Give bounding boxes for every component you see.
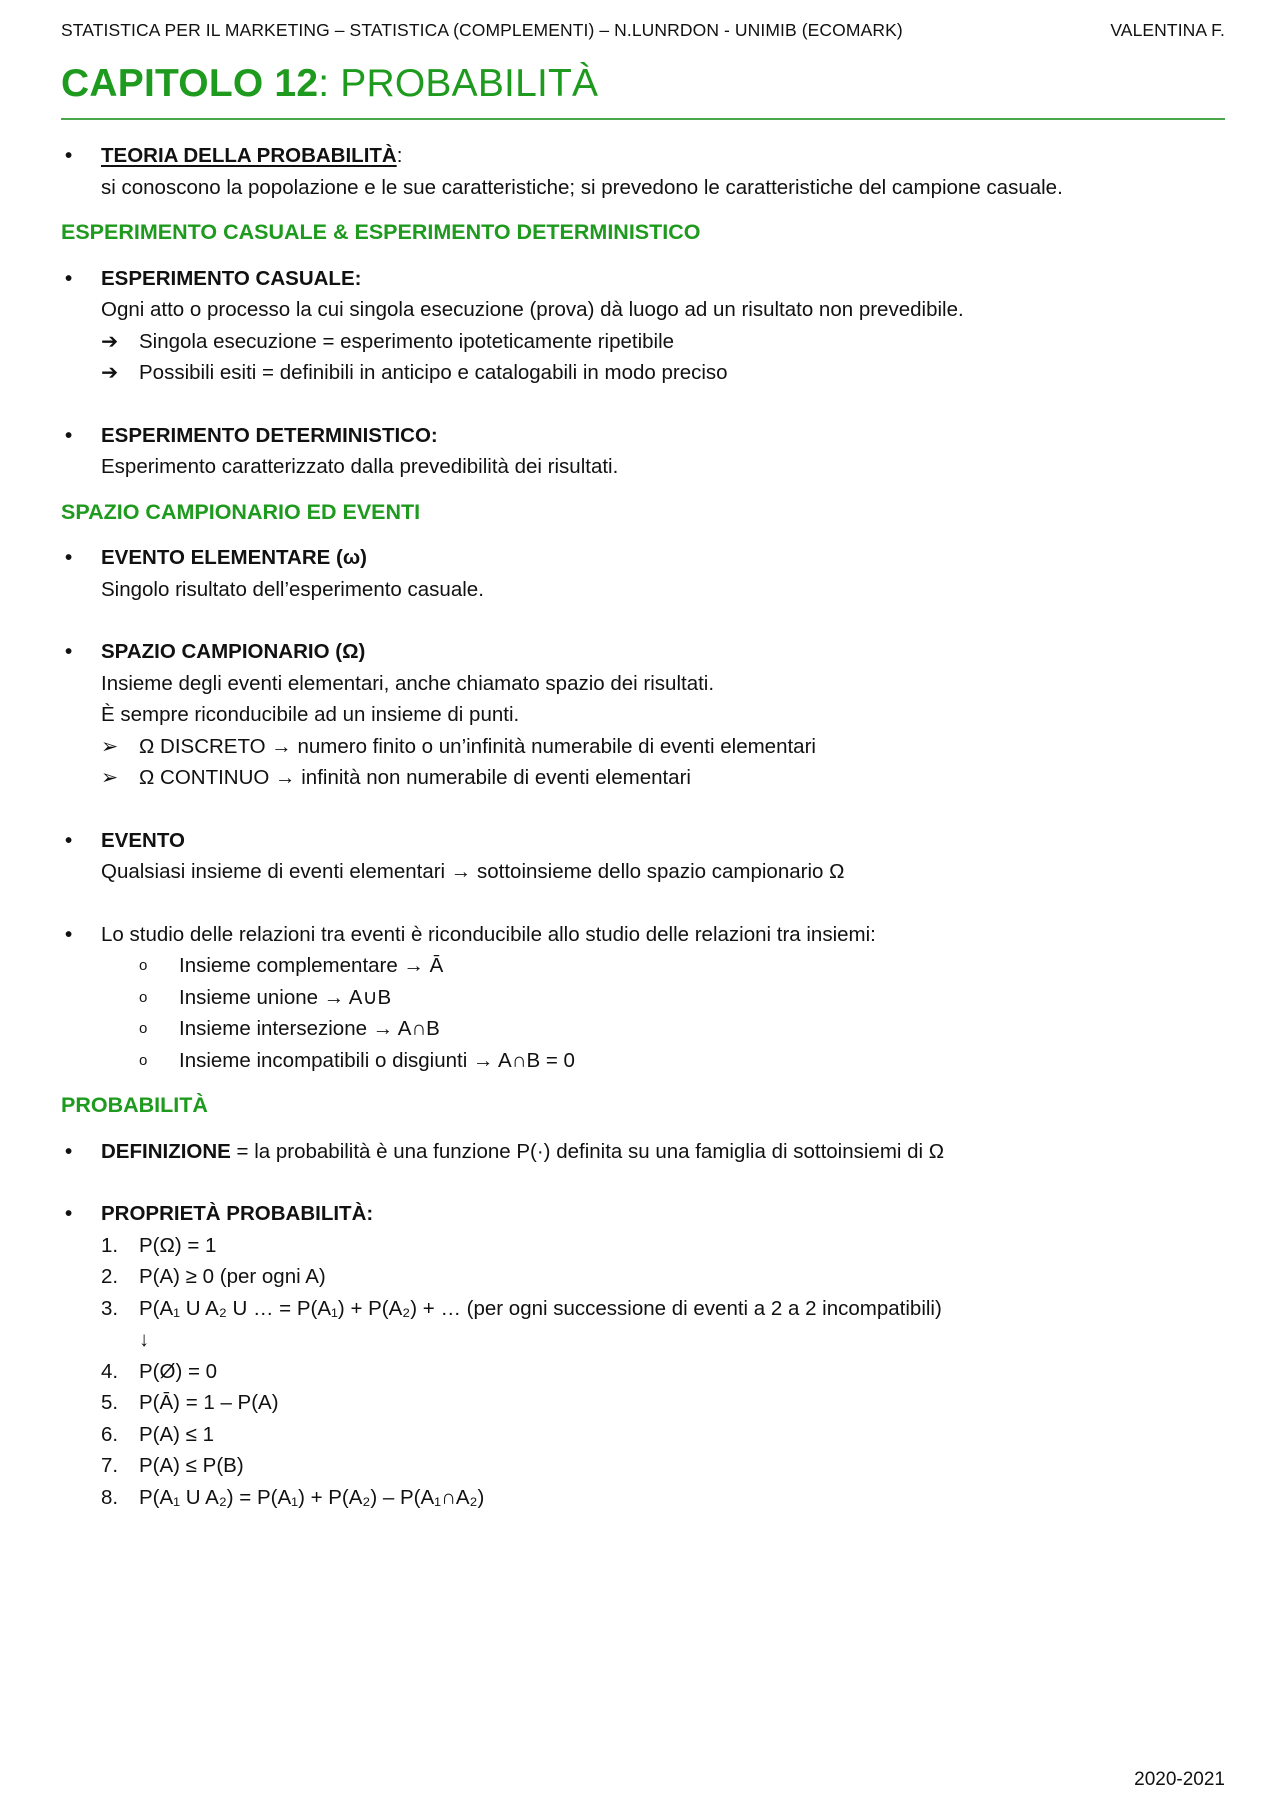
circle-bullet-icon: o — [139, 1020, 148, 1037]
proprieta-list-item: 4. P(Ø) = 0 — [101, 1359, 218, 1383]
casuale-sub-1 — [101, 326, 1225, 358]
relazioni-list-item — [101, 1045, 1225, 1077]
elementare-text: Singolo risultato dell’esperimento casuale. — [101, 577, 484, 601]
header-left: STATISTICA PER IL MARKETING – STATISTICA (COMPLEMENTI) – N.LUNRDON - UNIMIB (ECOMARK) — [61, 20, 903, 40]
relazioni-item-text: Insieme unione → A∪B — [179, 985, 392, 1009]
page-title — [61, 62, 598, 106]
proprieta-list-item: 2. P(A) ≥ 0 (per ogni A) — [101, 1265, 326, 1288]
page-footer-year: 2020-2021 — [1134, 1769, 1225, 1790]
bullet-icon: • — [65, 266, 73, 290]
evento-heading: EVENTO — [101, 828, 185, 852]
spazio-heading: SPAZIO CAMPIONARIO (Ω) — [101, 640, 366, 663]
definizione-heading: DEFINIZIONE — [101, 1139, 231, 1163]
spazio-text-2: È sempre riconducibile ad un insieme di punti. — [101, 703, 520, 726]
section-title-probabilita: PROBABILITÀ — [61, 1093, 208, 1117]
casuale-sub-1-text: Singola esecuzione = esperimento ipoteticamente ripetibile — [139, 329, 675, 353]
header-right: VALENTINA F. — [1110, 20, 1225, 40]
relazioni-text: Lo studio delle relazioni tra eventi è riconducibile allo studio delle relazioni tra insiemi: — [101, 922, 876, 946]
relazioni-item-text: Insieme complementare → Ā — [179, 954, 444, 977]
teoria-heading: TEORIA DELLA PROBABILITÀ — [101, 144, 397, 167]
section-title-spazio: SPAZIO CAMPIONARIO ED EVENTI — [61, 499, 421, 524]
circle-bullet-icon: o — [139, 1051, 148, 1069]
relazioni-list-item — [101, 950, 1225, 982]
spazio-sub-1 — [101, 731, 1225, 763]
relazioni-item-text: Insieme intersezione → A∩B — [179, 1017, 440, 1040]
proprieta-item-text: P(A) ≤ P(B) — [139, 1454, 244, 1477]
evento-item — [61, 825, 1225, 888]
teoria-text: si conoscono la popolazione e le sue caratteristiche; si prevedono le caratteristiche del campione casuale. — [101, 175, 1063, 199]
proprieta-list-item: 6. P(A) ≤ 1 — [101, 1422, 215, 1446]
proprieta-item-text: P(Ω) = 1 — [139, 1233, 217, 1257]
arrow-right-icon: ➔ — [101, 329, 119, 353]
proprieta-item — [61, 1198, 1225, 1513]
chevron-right-icon: ➢ — [101, 734, 119, 758]
proprieta-list-item: 3. P(A₁ U A₂ U … = P(A₁) + P(A₂) + … (per ogni successione di eventi a 2 a 2 incompatibili) — [101, 1296, 942, 1320]
relazioni-item-text: Insieme incompatibili o disgiunti → A∩B = 0 — [179, 1048, 575, 1072]
deterministico-text: Esperimento caratterizzato dalla prevedibilità dei risultati. — [101, 455, 619, 478]
deterministico-item — [61, 420, 1225, 483]
bullet-icon: • — [65, 144, 73, 167]
relazioni-list-item — [101, 1013, 1225, 1045]
bullet-icon: • — [65, 640, 73, 663]
bullet-icon: • — [65, 922, 73, 946]
casuale-item — [61, 263, 1225, 389]
spazio-text-1: Insieme degli eventi elementari, anche chiamato spazio dei risultati. — [101, 671, 715, 695]
evento-text: Qualsiasi insieme di eventi elementari → sottoinsieme dello spazio campionario Ω — [101, 860, 845, 883]
arrow-right-icon: ➔ — [101, 361, 119, 384]
bullet-icon: • — [65, 1202, 73, 1225]
proprieta-list-item: 7. P(A) ≤ P(B) — [101, 1454, 244, 1477]
document-body — [61, 140, 1225, 1513]
bullet-icon: • — [65, 1139, 73, 1163]
proprieta-item-text: P(A₁ U A₂) = P(A₁) + P(A₂) – P(A₁∩A₂) — [139, 1485, 485, 1509]
definizione-item — [61, 1136, 1225, 1168]
title-divider — [61, 118, 1225, 120]
proprieta-list-item: 1. P(Ω) = 1 — [101, 1233, 217, 1257]
chevron-right-icon: ➢ — [101, 766, 119, 789]
proprieta-item-text: P(A) ≤ 1 — [139, 1422, 215, 1446]
casuale-text: Ogni atto o processo la cui singola esecuzione (prova) dà luogo ad un risultato non prevedibile. — [101, 298, 964, 321]
proprieta-item-text: P(Ā) = 1 – P(A) — [139, 1391, 279, 1414]
proprieta-item-text: P(A) ≥ 0 (per ogni A) — [139, 1265, 326, 1288]
teoria-item: • TEORIA DELLA PROBABILITÀ: si conoscono la popolazione e le sue caratteristiche; si prevedono le caratteristiche del campione casuale. — [61, 140, 1225, 203]
spazio-sub-1-text: Ω DISCRETO → numero finito o un’infinità numerabile di eventi elementari — [139, 734, 816, 758]
title-suffix: : PROBABILITÀ — [318, 62, 599, 105]
casuale-sub-2-text: Possibili esiti = definibili in anticipo e catalogabili in modo preciso — [139, 361, 728, 384]
circle-bullet-icon: o — [139, 957, 148, 974]
proprieta-heading: PROPRIETÀ PROBABILITÀ: — [101, 1202, 374, 1225]
deterministico-heading: ESPERIMENTO DETERMINISTICO: — [101, 423, 438, 447]
relazioni-item — [61, 919, 1225, 1077]
relazioni-list-item — [101, 982, 1225, 1014]
page-header — [61, 20, 1225, 41]
spazio-sub-2-text: Ω CONTINUO → infinità non numerabile di eventi elementari — [139, 766, 691, 789]
elementare-item — [61, 542, 1225, 605]
casuale-heading: ESPERIMENTO CASUALE: — [101, 266, 362, 290]
proprieta-list-item: 8. P(A₁ U A₂) = P(A₁) + P(A₂) – P(A₁∩A₂) — [101, 1485, 485, 1509]
section-title-esperimento: ESPERIMENTO CASUALE & ESPERIMENTO DETERMINISTICO — [61, 220, 701, 244]
definizione-text: = la probabilità è una funzione P(·) definita su una famiglia di sottoinsiemi di Ω — [230, 1139, 945, 1163]
bullet-icon: • — [65, 828, 73, 852]
down-arrow-icon: ↓ — [139, 1328, 150, 1351]
proprieta-item-text: P(Ø) = 0 — [139, 1359, 218, 1383]
bullet-icon: • — [65, 546, 73, 569]
proprieta-item-text: P(A₁ U A₂ U … = P(A₁) + P(A₂) + … (per ogni successione di eventi a 2 a 2 incompatibili) — [139, 1296, 942, 1320]
bullet-icon: • — [65, 423, 73, 447]
proprieta-list-item: 5. P(Ā) = 1 – P(A) — [101, 1391, 279, 1414]
circle-bullet-icon: o — [139, 988, 148, 1006]
spazio-sub-2 — [101, 762, 1225, 794]
title-prefix: CAPITOLO 12 — [61, 62, 319, 105]
elementare-heading: EVENTO ELEMENTARE (ω) — [101, 546, 367, 569]
casuale-sub-2 — [101, 357, 1225, 389]
spazio-item — [61, 636, 1225, 794]
